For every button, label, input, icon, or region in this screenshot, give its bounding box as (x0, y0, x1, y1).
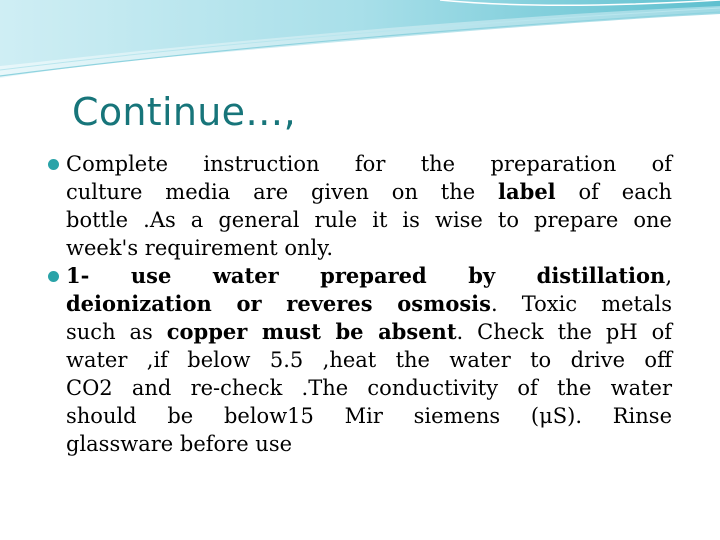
slide-content (48, 150, 672, 458)
text-segment: such as (66, 320, 167, 344)
text-segment: of each (555, 180, 672, 204)
bold-text-segment: deionization or reveres osmosis (66, 291, 491, 316)
bold-text-segment: copper must be absent (166, 319, 457, 344)
text-line (66, 178, 672, 206)
text-segment: , (665, 264, 672, 288)
text-segment: bottle .As a general rule it is wise to prepare one (66, 208, 672, 232)
bold-text-segment: label (498, 179, 556, 204)
text-line (66, 402, 672, 430)
header-swoosh-decoration (0, 0, 720, 90)
bullet-item-water-preparation (48, 262, 672, 458)
text-line (66, 346, 672, 374)
text-segment: week's requirement only. (66, 236, 334, 260)
text-line (66, 290, 672, 318)
text-segment: glassware before use (66, 432, 293, 456)
text-segment: culture media are given on the (66, 180, 499, 204)
text-line (66, 430, 672, 458)
text-segment: . Toxic metals (490, 292, 672, 316)
text-line (66, 374, 672, 402)
text-line (66, 262, 672, 290)
text-segment: Complete instruction for the preparation of (66, 152, 672, 176)
text-segment: CO2 and re-check .The conductivity of the water (66, 376, 672, 400)
text-line (66, 318, 672, 346)
text-line (66, 234, 672, 262)
bullet-dot-icon (48, 271, 59, 282)
text-segment: water ,if below 5.5 ,heat the water to drive off (66, 348, 672, 372)
bullet-item-culture-media (48, 150, 672, 262)
text-segment: should be below15 Mir siemens (μS). Rinse (66, 404, 672, 428)
bullet-dot-icon (48, 159, 59, 170)
text-line (66, 150, 672, 178)
bold-text-segment: 1- use water prepared by distillation (66, 263, 666, 288)
slide-title: Continue…, (72, 90, 296, 134)
text-line (66, 206, 672, 234)
text-segment: . Check the pH of (456, 320, 672, 344)
